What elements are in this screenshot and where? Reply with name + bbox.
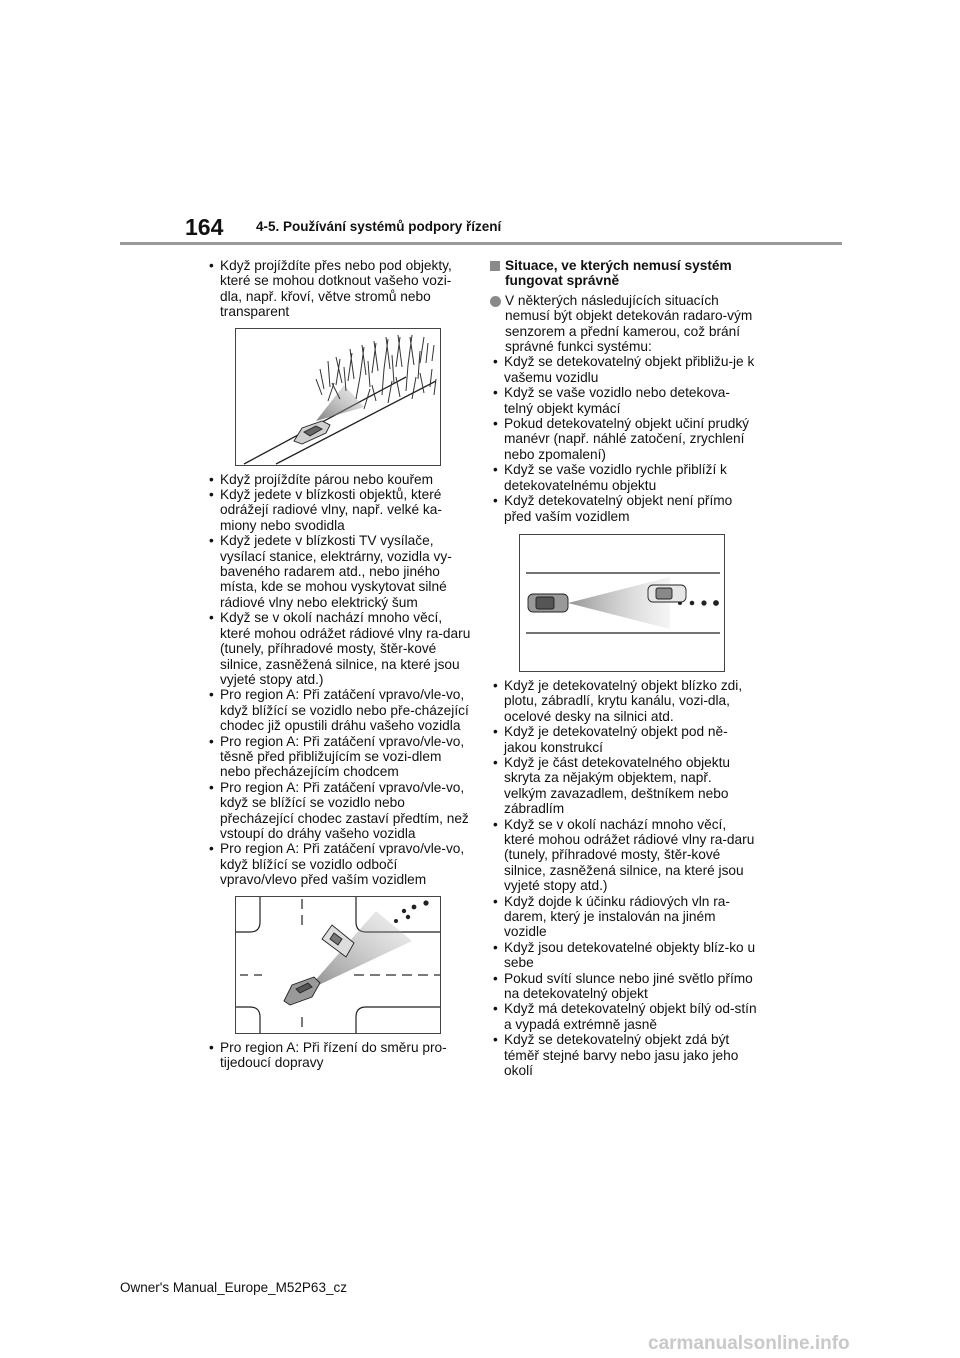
list-item: • Když se v okolí nachází mnoho věcí, které mohou odrážet rádiové vlny ra-daru (tunely, příhradové mosty, štěr-kové silnice, zasněžená silnice, na které jsou vyjeté stopy atd.) bbox=[205, 610, 473, 687]
list-item: • Pokud detekovatelný objekt učiní prudký manévr (např. náhlé zatočení, zrychlení nebo zpomalení) bbox=[489, 416, 757, 462]
list-item: • Pro region A: Při zatáčení vpravo/vle-vo, těsně před přibližujícím se vozi-dlem nebo přecházejícím chodcem bbox=[205, 734, 473, 780]
list-item: • Pokud svítí slunce nebo jiné světlo přímo na detekovatelný objekt bbox=[489, 971, 757, 1002]
square-bullet-icon bbox=[490, 261, 500, 271]
intersection-turn-illustration bbox=[236, 897, 440, 1033]
list-item: • Když detekovatelný objekt není přímo před vaším vozidlem bbox=[489, 493, 757, 524]
list-item: • Když má detekovatelný objekt bílý od-stín a vypadá extrémně jasně bbox=[489, 1001, 757, 1032]
subsection-heading-text: Situace, ve kterých nemusí systém fungovat správně bbox=[505, 258, 732, 289]
watermark: carmanualsonline.info bbox=[648, 1333, 850, 1354]
list-item: • Když se detekovatelný objekt přibližu-je k vašemu vozidlu bbox=[489, 354, 757, 385]
figure-vegetation-radar bbox=[235, 328, 441, 466]
right-column bbox=[489, 258, 757, 1078]
list-item: • Když jedete v blízkosti TV vysílače, vysílací stanice, elektrárny, vozidla vy-baveného radarem atd., nebo jiného místa, kde se mohou vyskytovat silné rádiové vlny nebo elektrický šum bbox=[205, 533, 473, 610]
list-item: • Pro region A: Při zatáčení vpravo/vle-vo, když blížící se vozidlo odbočí vpravo/vlevo před vaším vozidlem bbox=[205, 841, 473, 887]
circle-bullet-icon bbox=[490, 296, 501, 307]
list-item: • Pro region A: Při řízení do směru pro-tijedoucí dopravy bbox=[205, 1040, 473, 1071]
footer-manual-id: Owner's Manual_Europe_M52P63_cz bbox=[120, 1280, 347, 1295]
vegetation-radar-illustration bbox=[236, 329, 440, 465]
list-item: • Když se vaše vozidlo rychle přiblíží k detekovatelnému objektu bbox=[489, 462, 757, 493]
list-item: • Když je detekovatelný objekt blízko zdi, plotu, zábradlí, krytu kanálu, vozi-dla, ocelové desky na silnici atd. bbox=[489, 678, 757, 724]
list-item: • Když jedete v blízkosti objektů, které odrážejí radiové vlny, např. velké ka-miony nebo svodidla bbox=[205, 487, 473, 533]
list-item: • Když jsou detekovatelné objekty blíz-ko u sebe bbox=[489, 940, 757, 971]
list-item: • Když se vaše vozidlo nebo detekova-telný objekt kymácí bbox=[489, 385, 757, 416]
figure-intersection-turn bbox=[235, 896, 441, 1034]
page-number: 164 bbox=[185, 214, 224, 240]
figure-offset-vehicle bbox=[519, 534, 725, 672]
list-item: • Když je část detekovatelného objektu skryta za nějakým objektem, např. velkým zavazadlem, deštníkem nebo zábradlím bbox=[489, 755, 757, 817]
subsection-heading bbox=[489, 258, 757, 289]
intro-paragraph bbox=[489, 293, 757, 355]
offset-vehicle-illustration bbox=[520, 535, 724, 671]
list-item: • Když projíždíte přes nebo pod objekty, které se mohou dotknout vašeho vozi-dla, např. křoví, větve stromů nebo transparent bbox=[205, 258, 473, 320]
header-divider bbox=[120, 242, 842, 245]
left-column bbox=[205, 258, 473, 1070]
list-item: • Pro region A: Při zatáčení vpravo/vle-vo, když blížící se vozidlo nebo pře-cházející chodec již opustili dráhu vašeho vozidla bbox=[205, 687, 473, 733]
list-item: • Když je detekovatelný objekt pod ně-jakou konstrukcí bbox=[489, 724, 757, 755]
list-item: • Když se detekovatelný objekt zdá být téměř stejné barvy nebo jasu jako jeho okolí bbox=[489, 1032, 757, 1078]
intro-text: V některých následujících situacích nemusí být objekt detekován radaro-vým senzorem a přední kamerou, což brání správné funkci systému: bbox=[505, 292, 753, 355]
list-item: • Když projíždíte párou nebo kouřem bbox=[205, 472, 473, 487]
list-item: • Když se v okolí nachází mnoho věcí, které mohou odrážet rádiové vlny ra-daru (tunely, příhradové mosty, štěr-kové silnice, zasněžená silnice, na které jsou vyjeté stopy atd.) bbox=[489, 817, 757, 894]
list-item: • Pro region A: Při zatáčení vpravo/vle-vo, když se blížící se vozidlo nebo přecházející chodec zastaví předtím, než vstoupí do dráhy vašeho vozidla bbox=[205, 780, 473, 842]
section-title: 4-5. Používání systémů podpory řízení bbox=[256, 219, 502, 234]
list-item: • Když dojde k účinku rádiových vln ra-darem, který je instalován na jiném vozidle bbox=[489, 894, 757, 940]
